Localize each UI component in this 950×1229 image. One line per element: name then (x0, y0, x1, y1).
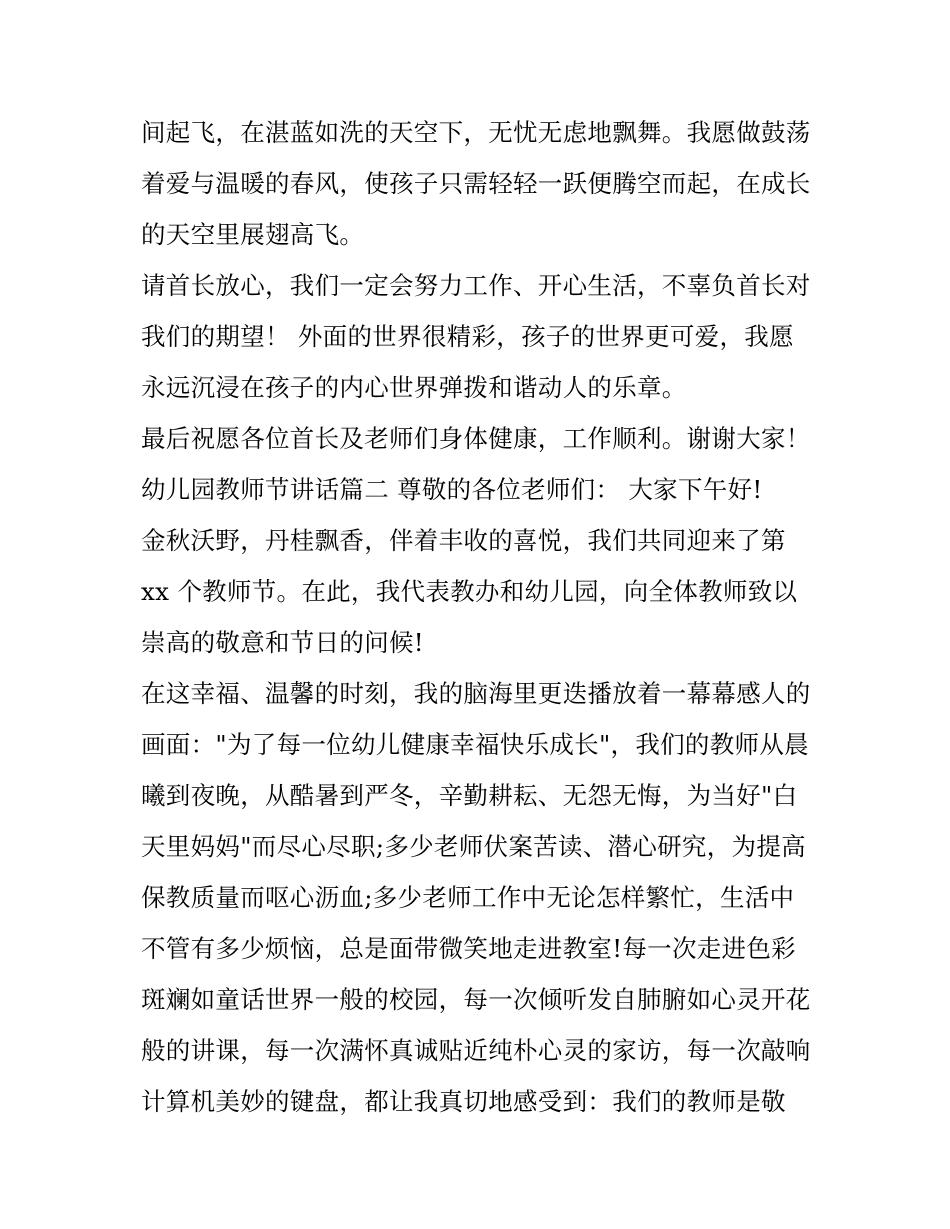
text-line: 崇高的敬意和节日的问候! (141, 628, 424, 657)
text-line: 般的讲课，每一次满怀真诚贴近纯朴心灵的家访，每一次敲响 (141, 1036, 811, 1065)
text-line: 请首长放心，我们一定会努力工作、开心生活，不辜负首长对 (141, 271, 811, 300)
text-line: 保教质量而呕心沥血;多少老师工作中无论怎样繁忙，生活中 (141, 883, 795, 912)
document-body (141, 107, 821, 1127)
text-line: 画面："为了每一位幼儿健康幸福快乐成长"，我们的教师从晨 (141, 730, 809, 759)
text-line: 斑斓如童话世界一般的校园，每一次倾听发自肺腑如心灵开花 (141, 985, 811, 1014)
text-line: 最后祝愿各位首长及老师们身体健康，工作顺利。谢谢大家！ (141, 424, 811, 453)
section-heading-line: 幼儿园教师节讲话篇二 尊敬的各位老师们： 大家下午好! (141, 475, 763, 504)
text-line: xx 个教师节。在此，我代表教办和幼儿园，向全体教师致以 (141, 577, 798, 606)
text-line: 在这幸福、温馨的时刻，我的脑海里更迭播放着一幕幕感人的 (141, 679, 811, 708)
text-line: 天里妈妈"而尽心尽职;多少老师伏案苦读、潜心研究，为提高 (141, 832, 806, 861)
text-line: 曦到夜晚，从酷暑到严冬，辛勤耕耘、无怨无悔，为当好"白 (141, 781, 798, 810)
text-line: 间起飞，在湛蓝如洗的天空下，无忧无虑地飘舞。我愿做鼓荡 (141, 118, 811, 147)
text-line: 金秋沃野，丹桂飘香，伴着丰收的喜悦，我们共同迎来了第 (141, 526, 786, 555)
text-line: 不管有多少烦恼，总是面带微笑地走进教室!每一次走进色彩 (141, 934, 796, 963)
text-line: 的天空里展翅高飞。 (141, 220, 365, 249)
text-line: 永远沉浸在孩子的内心世界弹拨和谐动人的乐章。 (141, 373, 687, 402)
text-line: 着爱与温暖的春风，使孩子只需轻轻一跃便腾空而起，在成长 (141, 169, 811, 198)
text-line: 我们的期望！ 外面的世界很精彩，孩子的世界更可爱，我愿 (141, 322, 794, 351)
text-line: 计算机美妙的键盘，都让我真切地感受到：我们的教师是敬 (141, 1087, 786, 1116)
